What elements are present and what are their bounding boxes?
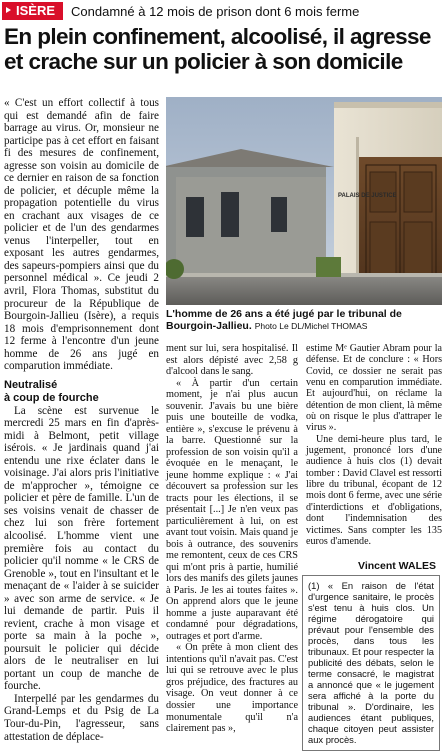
section-tag: ISÈRE	[2, 2, 63, 20]
author-signature: Vincent WALES	[358, 560, 436, 572]
paragraph: ment sur lui, sera hospitalisé. Il est alors dépisté avec 2,58 g d'alcool dans le sang.	[166, 343, 298, 378]
paragraph: « On prête à mon client des intentions qu'il n'avait pas. C'est lui qui se retrouve avec le plus gros préjudice, des fractures au visage. On veut donner à ce dossier une importance monumentale qu'il n'a clairement pas »,	[166, 642, 298, 735]
headline: En plein confinement, alcoolisé, il agresse et crache sur un policier à son domicile	[4, 24, 431, 74]
subhead-line-2: à coup de fourche	[4, 391, 99, 404]
article-column-2	[166, 343, 298, 735]
caption-text: L'homme de 26 ans a été jugé par le tribunal de Bourgoin-Jallieu.	[166, 308, 402, 332]
paragraph: Interpellé par les gendarmes du Grand-Lemps et du Psig de La Tour-du-Pin, l'agresseur, sans attestation de déplace-	[4, 692, 159, 743]
courthouse-image	[166, 97, 442, 305]
footnote-text: (1) « En raison de l'état d'urgence sanitaire, le procès s'est tenu à huis clos. Un régime dérogatoire qui prévaut pour l'ensemble des procès, dans tous les tribunaux. Et pour respecter la publicité des débats, selon le terme consacré, le magistrat a annoncé que « le jugement sera affiché à la porte du tribunal ». D'ordinaire, les audiences étant publiques, chaque citoyen peut assister aux procès.	[308, 580, 434, 746]
paragraph: « À partir d'un certain moment, je n'ai plus aucun souvenir. J'avais bu une bière puis une bouteille de vodka, entière », s'excuse le prévenu à la barre. Questionné sur la profession de son voisin qu'il a évoquée en le menaçant, le jeune homme explique : « J'ai découvert sa profession sur les tracts pour les élections, il se présentait [...] Je n'en veux pas particulièrement à lui, on est avant tout voisin. Mais quand je bois à outrance, des souvenirs me remontent, ceux de ces CRS qui m'ont pris à partie, humilié lors des manifs des gilets jaunes à Paris. Je les ai toutes faites ». On apprend alors que le jeune homme a juste auparavant été condamné pour dégradations, outrages et port d'arme.	[166, 377, 298, 642]
article-column-3	[306, 343, 442, 547]
section-header	[2, 2, 359, 20]
subhead-line-1: Neutralisé	[4, 378, 58, 391]
subhead	[4, 379, 159, 405]
article-column-1	[4, 97, 159, 743]
paragraph: estime Mᵉ Gautier Abram pour la défense. Et de conclure : « Hors Covid, ce dossier ne serait pas venu en comparution immédiate. Et aujourd'hui, on réclame la détention de mon client, là même où on risque le plus d'attraper le virus ».	[306, 343, 442, 434]
paragraph: Une demi-heure plus tard, le jugement, prononcé lors d'une audience à huis clos (1) devait tomber : David Clavel est ressorti libre du tribunal, écopant de 12 mois dont 6 ferme, avec une série d'interdictions et d'obligations, dont l'indemnisation des victimes. Sans compter les 135 euros d'amende.	[306, 433, 442, 547]
lead-paragraph: « C'est un effort collectif à tous qui est demandé afin de faire barrage au virus. Or, monsieur ne participe pas à cet effort en faisant fi des mesures de confinement, agresse son voisin au domicile de ce dernier en raison de sa fonction de policier, et décuple même la propagation potentielle du virus en crachant aux visages de ce policier et de l'un des gendarmes venus l'interpeller, tout en exposant les autres gendarmes, des sapeurs-pompiers ainsi que du personnel médical ». Ce jeudi 2 avril, Flora Thomas, substitut du procureur de la République de Bourgoin-Jallieu (Isère), a requis 18 mois d'emprisonnement dont 12 ferme à l'encontre d'un jeune homme de 26 ans jugé en comparution immédiate.	[4, 97, 159, 373]
kicker: Condamné à 12 mois de prison dont 6 mois ferme	[71, 3, 360, 19]
court-photo	[166, 97, 442, 305]
photo-credit: Photo Le DL/Michel THOMAS	[254, 321, 368, 331]
courthouse-sign: PALAIS DE JUSTICE	[338, 193, 397, 199]
photo-caption	[166, 308, 442, 332]
paragraph: La scène est survenue le mercredi 25 mars en fin d'après-midi à Belmont, petit village isérois. « Je jardinais quand j'ai entendu une rixe éclater dans le voisinage. J'ai alors pris l'initiative de m'approcher », témoigne ce policier et père de famille. L'un de ses voisins venait de chasser de chez lui son frère fortement alcoolisé. L'homme vient une première fois au contact du policier qu'il nomme « le CRS de Grenoble », tout en l'insultant et le menaçant de « l'aider à se suicider » avec son arme de service. « Je lui demande de partir. Puis il revient, crache à mon visage et porte sa main à la poche », poursuit le policier qui décide alors de le neutraliser en lui portant un coup de manche de fourche.	[4, 404, 159, 693]
footnote-box	[302, 575, 440, 751]
